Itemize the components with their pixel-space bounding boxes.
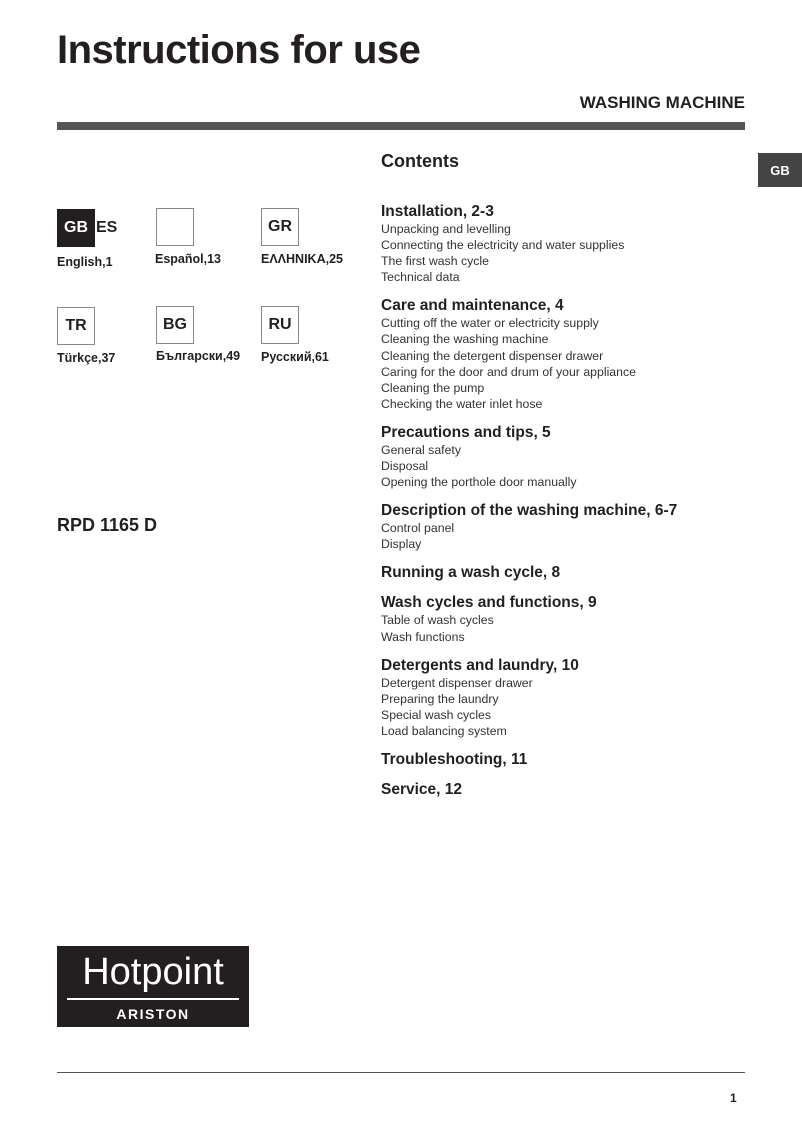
toc-section: [381, 296, 761, 412]
language-box-gb[interactable]: GB: [57, 209, 95, 247]
toc-heading[interactable]: Troubleshooting, 11: [381, 750, 528, 768]
toc-item[interactable]: Control panel: [381, 521, 455, 536]
toc-section: [381, 593, 761, 644]
toc-item[interactable]: Cleaning the detergent dispenser drawer: [381, 348, 604, 363]
language-label[interactable]: English,1: [57, 255, 113, 269]
toc-item[interactable]: Cleaning the washing machine: [381, 332, 549, 347]
toc-heading[interactable]: Care and maintenance, 4: [381, 297, 564, 315]
toc-item[interactable]: Unpacking and levelling: [381, 222, 511, 236]
footer-divider: [57, 1072, 745, 1073]
toc-item[interactable]: Disposal: [381, 459, 429, 474]
toc-section: [381, 780, 761, 799]
toc-heading[interactable]: Running a wash cycle, 8: [381, 564, 561, 582]
toc-section: [381, 501, 761, 552]
page-title: Instructions for use: [57, 28, 421, 72]
toc-heading[interactable]: Service, 12: [381, 780, 463, 798]
brand-logo: [57, 946, 249, 1027]
toc-item[interactable]: Cleaning the pump: [381, 380, 485, 395]
toc-item[interactable]: Caring for the door and drum of your appliance: [381, 364, 636, 379]
language-box-ru[interactable]: RU: [261, 306, 299, 344]
toc-item[interactable]: Load balancing system: [381, 723, 507, 738]
toc-item[interactable]: Connecting the electricity and water supplies: [381, 238, 625, 253]
logo-brand: Hotpoint: [82, 951, 224, 993]
language-box-tr[interactable]: TR: [57, 307, 95, 345]
toc-section: [381, 202, 761, 285]
language-label[interactable]: Български,49: [156, 349, 241, 363]
toc-heading[interactable]: Detergents and laundry, 10: [381, 656, 579, 674]
language-label[interactable]: Русский,61: [261, 350, 329, 364]
language-box-bg[interactable]: BG: [156, 306, 194, 344]
language-box-gr[interactable]: GR: [261, 208, 299, 246]
model-number: RPD 1165 D: [57, 515, 158, 535]
toc-heading[interactable]: Installation, 2-3: [381, 203, 494, 220]
page-number: 1: [730, 1091, 737, 1105]
toc-item[interactable]: Detergent dispenser drawer: [381, 675, 533, 690]
toc-heading[interactable]: Description of the washing machine, 6-7: [381, 502, 678, 520]
table-of-contents: [381, 202, 761, 810]
toc-heading[interactable]: Precautions and tips, 5: [381, 423, 551, 441]
contents-title: Contents: [381, 151, 459, 171]
toc-heading[interactable]: Wash cycles and functions, 9: [381, 594, 597, 612]
toc-section: [381, 563, 761, 582]
header-divider: [57, 122, 745, 130]
toc-item[interactable]: Wash functions: [381, 629, 465, 644]
toc-item[interactable]: The first wash cycle: [381, 254, 489, 269]
language-code-es: ES: [96, 219, 118, 236]
language-label[interactable]: Español,13: [155, 252, 221, 266]
toc-item[interactable]: Opening the porthole door manually: [381, 475, 577, 490]
toc-item[interactable]: Checking the water inlet hose: [381, 396, 543, 411]
toc-item[interactable]: Technical data: [381, 270, 460, 285]
toc-item[interactable]: General safety: [381, 442, 461, 457]
language-label[interactable]: Türkçe,37: [57, 351, 116, 365]
toc-item[interactable]: Table of wash cycles: [381, 613, 494, 628]
product-type: WASHING MACHINE: [579, 93, 745, 112]
language-box-es[interactable]: [156, 208, 194, 246]
toc-item[interactable]: Cutting off the water or electricity supply: [381, 316, 599, 331]
toc-section: [381, 750, 761, 769]
language-tab: GB: [758, 153, 802, 187]
logo-divider: [67, 998, 239, 1000]
logo-sub: ARISTON: [116, 1006, 190, 1022]
language-label[interactable]: ΕΛΛΗΝΙΚΑ,25: [261, 252, 343, 266]
toc-section: [381, 423, 761, 490]
toc-item[interactable]: Preparing the laundry: [381, 691, 499, 706]
toc-section: [381, 656, 761, 739]
toc-item[interactable]: Display: [381, 537, 422, 552]
toc-item[interactable]: Special wash cycles: [381, 707, 492, 722]
